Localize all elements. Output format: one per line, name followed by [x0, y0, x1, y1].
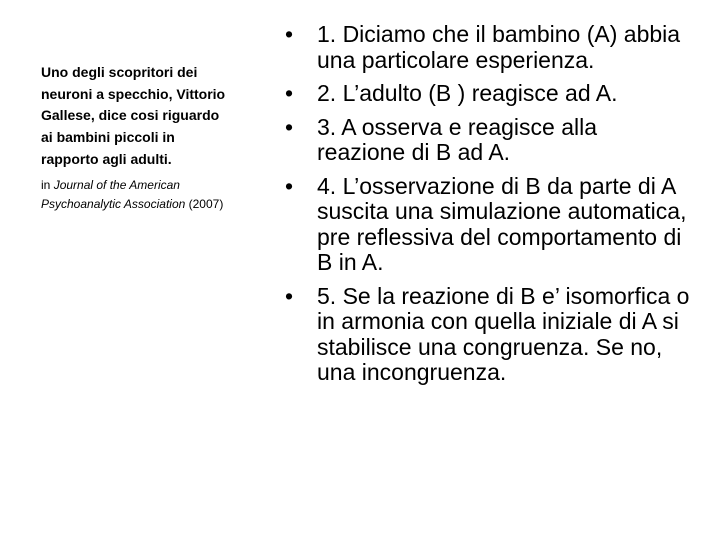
bullet-dot-icon: • [285, 113, 294, 140]
bullet-dot-icon: • [285, 282, 294, 309]
step-text: 3. A osserva e reagisce alla reazione di B ad A. [317, 113, 597, 165]
quote-intro: Uno degli scopritori dei neuroni a specchio, Vittorio Gallese, dice cosi riguardo ai bambini piccoli in rapporto agli adulti. [41, 64, 226, 167]
step-item-4 [285, 174, 690, 276]
step-item-5 [285, 284, 690, 386]
source-prefix: in [41, 177, 51, 192]
steps-list [285, 22, 690, 386]
step-item-2 [285, 81, 690, 107]
bullet-dot-icon: • [285, 80, 294, 106]
step-item-3 [285, 115, 690, 166]
publication-year: (2007) [188, 196, 224, 211]
quote-panel [41, 62, 226, 214]
steps-panel [285, 22, 690, 394]
step-text: 4. L’osservazione di B da parte di A suscita una simulazione automatica, pre reflessiva del comportamento di B in A. [317, 172, 687, 275]
step-item-1 [285, 22, 690, 73]
step-text: 1. Diciamo che il bambino (A) abbia una particolare esperienza. [317, 21, 681, 73]
step-text: 5. Se la reazione di B e’ isomorfica o in armonia con quella iniziale di A si stabilisce una congruenza. Se no, una incongruenza. [317, 282, 690, 385]
bullet-dot-icon: • [285, 172, 294, 199]
journal-title: Journal of the American Psychoanalytic Association [41, 177, 186, 211]
step-text: 2. L’adulto (B ) reagisce ad A. [317, 80, 618, 106]
source-citation [41, 176, 226, 214]
bullet-dot-icon: • [285, 21, 294, 47]
